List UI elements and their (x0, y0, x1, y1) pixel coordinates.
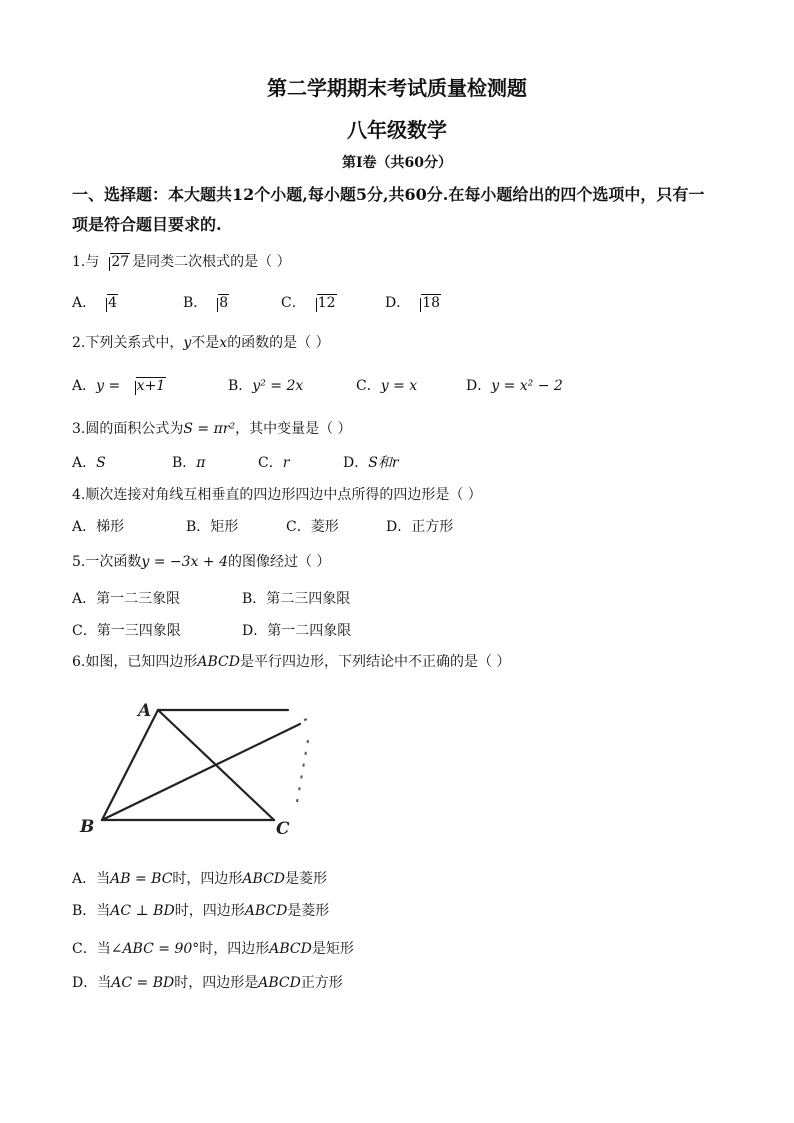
q3-option-a: A．S (72, 455, 106, 471)
exam-title: 第二学期期末考试质量检测题 (267, 76, 527, 100)
q1-option-b: B． 8 (183, 295, 229, 311)
q1-option-d: D． 18 (385, 295, 441, 311)
q1-option-c: C． 12 (281, 295, 336, 311)
q5-option-c: C．第一三四象限 (72, 623, 181, 639)
q5-option-b: B．第二三四象限 (242, 591, 351, 607)
section-instructions-line2: 项是符合题目要求的. (72, 215, 222, 234)
label-b: B (80, 817, 95, 837)
q6-option-a: A．当AB = BC时，四边形ABCD是菱形 (72, 871, 328, 887)
q3-option-d: D．S和r (343, 455, 399, 471)
q1-text-pre: 1.与 (72, 254, 100, 270)
q4-option-b: B．矩形 (186, 519, 239, 535)
q4-option-c: C．菱形 (286, 519, 339, 535)
question-3: 3.圆的面积公式为S = πr²，其中变量是（ ） (72, 421, 352, 437)
question-5: 5.一次函数y = −3x + 4的图像经过（ ） (72, 554, 331, 570)
q3-option-c: C．r (258, 455, 290, 471)
section-instructions-line1: 一、选择题：本大题共12个小题,每小题5分,共60分.在每小题给出的四个选项中，只有一 (72, 185, 705, 204)
q6-option-c: C．当∠ABC = 90°时，四边形ABCD是矩形 (72, 941, 354, 957)
label-c: C (276, 819, 290, 839)
q5-option-d: D．第一二四象限 (242, 623, 352, 639)
parallelogram-figure (72, 690, 332, 850)
exam-subtitle: 八年级数学 (347, 118, 447, 142)
q6-option-d: D．当AC = BD时，四边形是ABCD正方形 (72, 975, 343, 991)
q3-option-b: B．π (172, 455, 206, 471)
q1-sqrt (99, 254, 130, 270)
q4-option-d: D．正方形 (386, 519, 454, 535)
q4-option-a: A．梯形 (72, 519, 125, 535)
question-2: 2.下列关系式中，y不是x的函数的是（ ） (72, 335, 330, 351)
q1-radicand: 27 (111, 254, 130, 270)
question-6: 6.如图，已知四边形ABCD是平行四边形，下列结论中不正确的是（ ） (72, 654, 511, 670)
question-1 (72, 251, 291, 271)
dashed-fragment-top (304, 718, 312, 720)
q2-option-c: C．y = x (356, 378, 418, 394)
label-a: A (138, 701, 152, 721)
volume-label: 第Ⅰ卷（共60分） (341, 155, 453, 171)
q1-option-a: A． 4 (72, 295, 118, 311)
q2-option-d: D．y = x² − 2 (466, 378, 563, 394)
diagonal-bd (102, 724, 300, 820)
q2-option-a: A．y = x+1 (72, 378, 166, 394)
edge-ab (102, 710, 158, 820)
question-4: 4.顺次连接对角线互相垂直的四边形四边中点所得的四边形是（ ） (72, 487, 482, 503)
q5-option-a: A．第一二三象限 (72, 591, 181, 607)
q2-option-b: B．y² = 2x (228, 378, 304, 394)
q6-option-b: B．当AC ⊥ BD时，四边形ABCD是菱形 (72, 903, 330, 919)
edge-cd-dashed (296, 740, 308, 808)
q1-text-post: 是同类二次根式的是（ ） (132, 254, 291, 270)
